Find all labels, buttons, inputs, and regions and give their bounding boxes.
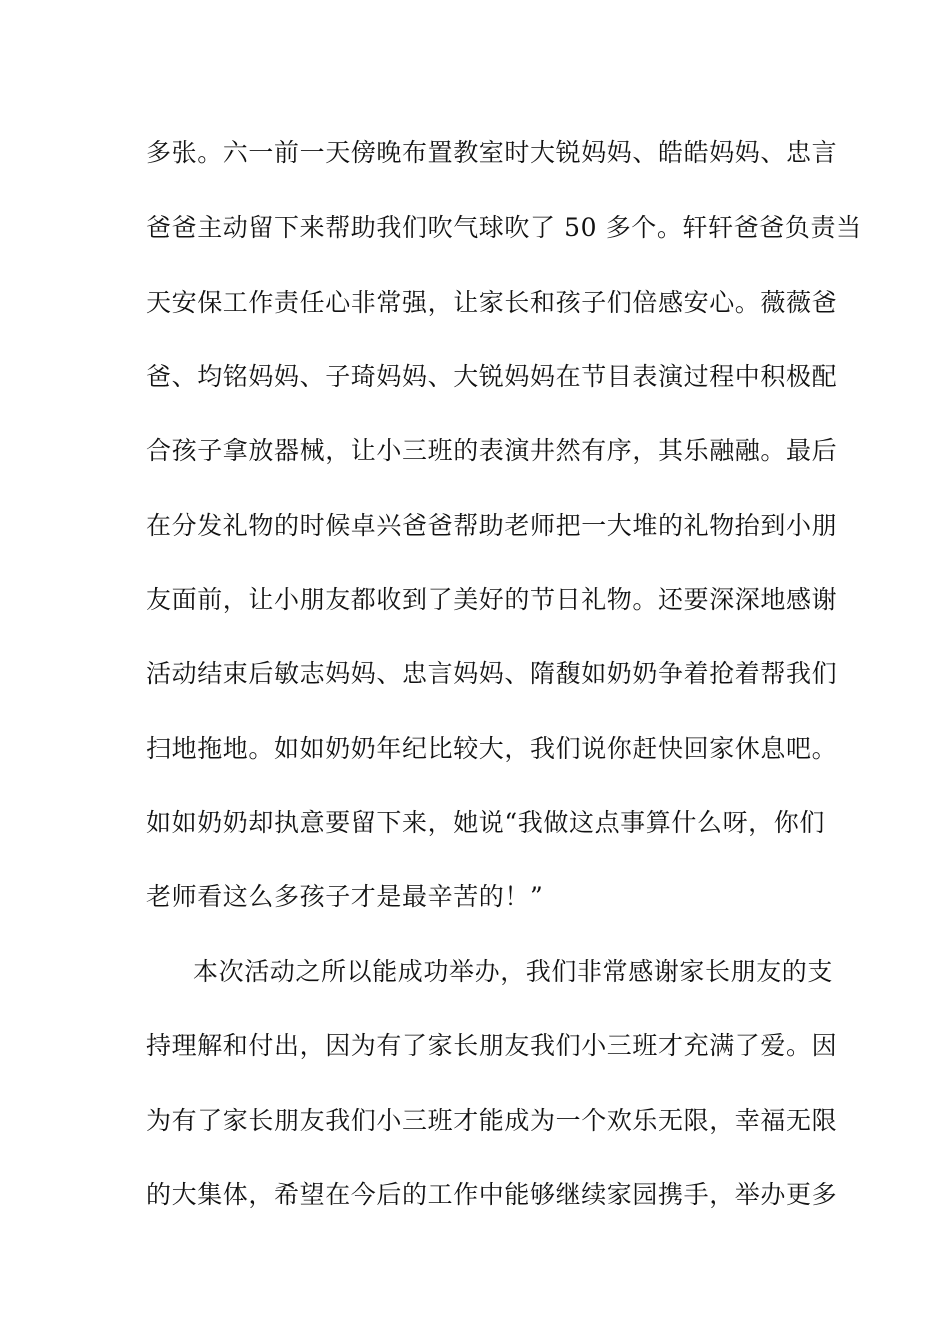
- paragraph-start-line: 本次活动之所以能成功举办，我们非常感谢家长朋友的支: [193, 957, 834, 986]
- text-line: 多张。六一前一天傍晚布置教室时大锐妈妈、皓皓妈妈、忠言: [146, 138, 838, 167]
- text-line: 为有了家长朋友我们小三班才能成为一个欢乐无限，幸福无限: [146, 1106, 838, 1135]
- text-line: 如如奶奶却执意要留下来，她说“我做这点事算什么呀，你们: [146, 808, 825, 837]
- text-line: 持理解和付出，因为有了家长朋友我们小三班才充满了爱。因: [146, 1031, 838, 1060]
- text-line: 天安保工作责任心非常强，让家长和孩子们倍感安心。薇薇爸: [146, 288, 838, 317]
- text-line: 合孩子拿放器械，让小三班的表演井然有序，其乐融融。最后: [146, 436, 838, 465]
- text-line: 的大集体，希望在今后的工作中能够继续家园携手，举办更多: [146, 1180, 838, 1209]
- text-line: 爸、均铭妈妈、子琦妈妈、大锐妈妈在节目表演过程中积极配: [146, 362, 838, 391]
- text-line: 扫地拖地。如如奶奶年纪比较大，我们说你赶快回家休息吧。: [146, 734, 838, 763]
- text-line: 活动结束后敏志妈妈、忠言妈妈、隋馥如奶奶争着抢着帮我们: [146, 659, 838, 688]
- text-line: 老师看这么多孩子才是最辛苦的！”: [146, 882, 544, 911]
- text-line: 友面前，让小朋友都收到了美好的节日礼物。还要深深地感谢: [146, 585, 838, 614]
- text-line: 在分发礼物的时候卓兴爸爸帮助老师把一大堆的礼物抬到小朋: [146, 511, 838, 540]
- text-line: 爸爸主动留下来帮助我们吹气球吹了 50 多个。轩轩爸爸负责当: [146, 213, 862, 242]
